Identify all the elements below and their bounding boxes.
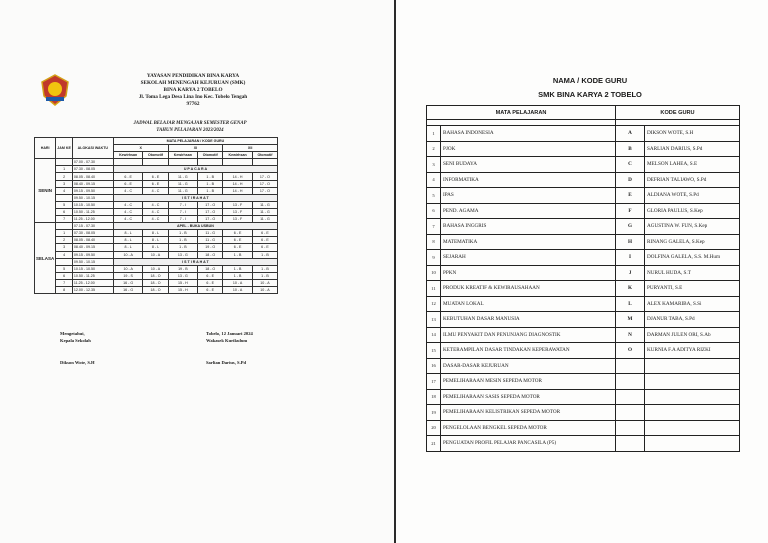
row-number: 3 [427, 157, 441, 173]
teacher-cell [645, 374, 740, 390]
subject-cell: IPAS [441, 188, 616, 204]
subject-cell: PRODUK KREATIF & KEWIRAUSAHAAN [441, 281, 616, 297]
subject-cell: PJOK [441, 141, 616, 157]
title-line: NAMA / KODE GURU [552, 76, 628, 85]
subject-cell: BAHASA INDONESIA [441, 126, 616, 142]
schedule-body [35, 159, 278, 294]
table-row [35, 166, 278, 173]
table-row [35, 230, 278, 237]
schedule-cell [252, 159, 277, 166]
table-row [35, 237, 278, 244]
schedule-cell: 8 - L [113, 237, 143, 244]
code-cell: L [616, 296, 645, 312]
code-cell: M [616, 312, 645, 328]
code-cell: K [616, 281, 645, 297]
row-number: 16 [427, 358, 441, 374]
code-cell: C [616, 157, 645, 173]
teacher-cell: KURNIA F.A ADITYA RIZKI [645, 343, 740, 359]
jam-cell: 6 [56, 272, 73, 279]
table-row [427, 157, 740, 173]
schedule-cell: 4 - C [113, 208, 143, 215]
table-row [35, 223, 278, 230]
signature-left [60, 331, 95, 367]
row-number: 15 [427, 343, 441, 359]
sub-col: Kewirhsan [113, 152, 143, 159]
jam-cell: 1 [56, 230, 73, 237]
schedule-cell [198, 159, 223, 166]
teacher-cell: SARLIAN DARIUS, S.Pd [645, 141, 740, 157]
table-row [427, 219, 740, 235]
schedule-cell: 14 - H [223, 180, 253, 187]
teacher-cell: DIKSON WOTE, S.H [645, 126, 740, 142]
sub-col: Otomotif [198, 152, 223, 159]
teacher-cell: DOLFINA GALELA, S.S. M.Hum [645, 250, 740, 266]
time-cell: 10.50 - 11.25 [72, 272, 113, 279]
table-row [427, 265, 740, 281]
subject-cell: PENGELOLAAN BENGKEL SEPEDA MOTOR [441, 420, 616, 436]
table-row [427, 250, 740, 266]
teacher-cell: DEFRIAN TALIAWO, S.Pd [645, 172, 740, 188]
code-cell: F [616, 203, 645, 219]
schedule-cell: 10 - A [223, 286, 253, 293]
jam-cell: 6 [56, 208, 73, 215]
time-cell: 07.00 - 07.30 [72, 159, 113, 166]
schedule-cell: 6 - E [252, 244, 277, 251]
col-code: KODE GURU [616, 106, 740, 120]
schedule-cell: 8 - L [143, 244, 168, 251]
row-number: 11 [427, 281, 441, 297]
jam-cell: 8 [56, 286, 73, 293]
jam-cell: 5 [56, 201, 73, 208]
code-cell: G [616, 219, 645, 235]
code-cell [616, 389, 645, 405]
schedule-cell: 15 - H [168, 279, 198, 286]
subject-cell: KEBUTUHAN DASAR MANUSIA [441, 312, 616, 328]
subject-cell: DASAR-DASAR KEJURUAN [441, 358, 616, 374]
col-mapel: MATA PELAJARAN / KODE GURU [113, 138, 277, 145]
code-cell: N [616, 327, 645, 343]
table-row [35, 216, 278, 223]
table-row [35, 244, 278, 251]
subject-cell: PEMELIHARAAN KELISTRIKAN SEPEDA MOTOR [441, 405, 616, 421]
jam-cell: 4 [56, 251, 73, 258]
schedule-cell: 8 - L [143, 230, 168, 237]
col-jam: JAM KE [56, 138, 73, 159]
schedule-cell: 1 - B [223, 272, 253, 279]
subject-cell: MUATAN LOKAL [441, 296, 616, 312]
schedule-cell: 10 - A [223, 279, 253, 286]
teacher-cell: GLORIA PAULUS, S.Kep [645, 203, 740, 219]
schedule-cell [223, 159, 253, 166]
table-row [35, 272, 278, 279]
schedule-cell: 13 - G [168, 251, 198, 258]
schedule-cell: 1 - B [252, 251, 277, 258]
teacher-cell: ALDIANA WOTE, S.Pd [645, 188, 740, 204]
schedule-cell: 19 - O [198, 244, 223, 251]
time-cell: 11.25 - 12.00 [72, 216, 113, 223]
table-row [427, 126, 740, 142]
sign-line: Wakasek Kurikulum [206, 337, 248, 343]
sub-col: Kewirhsan [168, 152, 198, 159]
schedule-cell: 16 - G [113, 286, 143, 293]
jam-cell: 4 [56, 187, 73, 194]
code-cell [616, 358, 645, 374]
table-row [427, 203, 740, 219]
schedule-cell: 1 - B [168, 237, 198, 244]
code-cell: E [616, 188, 645, 204]
header-line: SEKOLAH MENENGAH KEJURUAN (SMK) [140, 80, 246, 86]
time-cell: 09.15 - 09.50 [72, 251, 113, 258]
jam-cell: 7 [56, 216, 73, 223]
schedule-cell: 7 - I [168, 201, 198, 208]
subject-cell: SEJARAH [441, 250, 616, 266]
special-cell: I S T I R A H A T [113, 258, 277, 265]
teacher-cell: MELSON LAHEA, S.E [645, 157, 740, 173]
class-xii: XII [223, 145, 278, 152]
table-row [35, 265, 278, 272]
schedule-cell: 6 - E [143, 173, 168, 180]
header-line: BINA KARYA 2 TOBELO [163, 87, 223, 93]
header-line: Jl. Toma Lega Desa Lina Ino Kec. Tobelo Tengah [138, 94, 248, 100]
school-logo-icon [40, 74, 70, 106]
schedule-cell: 13 - F [223, 208, 253, 215]
table-row [427, 234, 740, 250]
time-cell: 10.15 - 10.50 [72, 201, 113, 208]
schedule-cell [143, 159, 168, 166]
table-row [35, 180, 278, 187]
schedule-cell: 10 - A [113, 251, 143, 258]
teacher-cell [645, 358, 740, 374]
schedule-cell [168, 159, 198, 166]
schedule-cell: 11 - G [198, 237, 223, 244]
schedule-cell: 8 - L [113, 244, 143, 251]
schedule-cell: 6 - E [143, 180, 168, 187]
sign-name: Sarlian Darius, S.Pd [206, 360, 247, 365]
schedule-cell: 17 - O [198, 208, 223, 215]
schedule-cell: 16 - G [113, 279, 143, 286]
table-row [35, 159, 278, 166]
code-cell: H [616, 234, 645, 250]
table-row [427, 141, 740, 157]
row-number: 18 [427, 389, 441, 405]
code-cell: O [616, 343, 645, 359]
row-number: 9 [427, 250, 441, 266]
day-label: SENIN [35, 159, 56, 223]
subtitle-line: TAHUN PELAJARAN 2023/2024 [156, 127, 224, 133]
row-number: 10 [427, 265, 441, 281]
schedule-cell: 13 - F [223, 216, 253, 223]
schedule-cell: 18 - O [198, 251, 223, 258]
teacher-title [440, 74, 740, 102]
table-row [427, 327, 740, 343]
table-row [427, 312, 740, 328]
sub-col: Otomotif [143, 152, 168, 159]
schedule-cell: 17 - O [198, 216, 223, 223]
schedule-cell: 11 - G [252, 208, 277, 215]
schedule-cell: 1 - B [198, 173, 223, 180]
schedule-cell: 15 - H [168, 286, 198, 293]
subject-cell: PENGUATAN PROFIL PELAJAR PANCASILA (P5) [441, 436, 616, 452]
subject-cell: MATEMATIKA [441, 234, 616, 250]
jam-cell [56, 223, 73, 230]
table-row [35, 279, 278, 286]
schedule-cell: 8 - L [113, 230, 143, 237]
schedule-title [60, 121, 320, 134]
sign-name: Dikson Wote, S.H [60, 360, 95, 365]
teacher-cell: AGUSTINA W. FUN, S.Kep [645, 219, 740, 235]
table-row [35, 187, 278, 194]
row-number: 13 [427, 312, 441, 328]
schedule-table [34, 137, 278, 294]
jam-cell: 3 [56, 180, 73, 187]
schedule-cell: 14 - H [223, 187, 253, 194]
teacher-cell: DJANUR TABA, S.Pd [645, 312, 740, 328]
code-cell [616, 405, 645, 421]
subject-cell: PPKN [441, 265, 616, 281]
schedule-cell: 4 - C [143, 216, 168, 223]
schedule-cell: 1 - B [168, 230, 198, 237]
teacher-cell: RINANG GALELA, S.Kep [645, 234, 740, 250]
teacher-cell: PURYANTI, S.E [645, 281, 740, 297]
special-cell: U P A C A R A [113, 166, 277, 173]
subtitle-line: JADWAL BELAJAR MENGAJAR SEMESTER GENAP [133, 121, 247, 126]
time-cell: 09.50 - 10.15 [72, 194, 113, 201]
row-number: 2 [427, 141, 441, 157]
class-x: X [113, 145, 168, 152]
schedule-cell: 18 - O [143, 272, 168, 279]
schedule-cell: 6 - E [223, 237, 253, 244]
row-number: 21 [427, 436, 441, 452]
col-alokasi: ALOKASI WAKTU [72, 138, 113, 159]
school-header [78, 73, 308, 108]
schedule-cell: 17 - O [198, 201, 223, 208]
row-number: 17 [427, 374, 441, 390]
row-number: 6 [427, 203, 441, 219]
schedule-cell: 10 - A [252, 286, 277, 293]
schedule-cell: 18 - O [198, 265, 223, 272]
jam-cell [56, 194, 73, 201]
schedule-cell: 4 - C [113, 201, 143, 208]
teacher-cell: NURUL HUDA, S.T [645, 265, 740, 281]
table-row [35, 201, 278, 208]
schedule-cell: 1 - B [198, 187, 223, 194]
jam-cell: 2 [56, 173, 73, 180]
schedule-cell: 1 - B [252, 265, 277, 272]
time-cell: 07.15 - 07.30 [72, 223, 113, 230]
schedule-cell: 6 - E [198, 286, 223, 293]
code-cell [616, 374, 645, 390]
time-cell: 07.30 - 08.05 [72, 230, 113, 237]
row-number: 20 [427, 420, 441, 436]
code-cell: B [616, 141, 645, 157]
table-row [35, 208, 278, 215]
time-cell: 07.30 - 08.05 [72, 166, 113, 173]
table-row [427, 358, 740, 374]
schedule-cell: 11 - G [252, 201, 277, 208]
teacher-cell: DARMAN JULEN ORI, S.Ab [645, 327, 740, 343]
schedule-cell: 6 - E [198, 272, 223, 279]
table-row [427, 420, 740, 436]
time-cell: 12.00 - 12.35 [72, 286, 113, 293]
time-cell: 08.05 - 08.40 [72, 173, 113, 180]
header-line: YAYASAN PENDIDIKAN BINA KARYA [146, 73, 240, 79]
table-row [427, 405, 740, 421]
schedule-cell: 1 - B [168, 244, 198, 251]
schedule-cell: 4 - C [113, 216, 143, 223]
time-cell: 09.50 - 10.15 [72, 258, 113, 265]
table-row [427, 343, 740, 359]
schedule-cell: 10 - A [252, 279, 277, 286]
table-row [427, 436, 740, 452]
schedule-cell: 19 - S [113, 272, 143, 279]
schedule-cell: 11 - G [168, 187, 198, 194]
col-subject: MATA PELAJARAN [427, 106, 616, 120]
schedule-cell: 19 - B [168, 265, 198, 272]
table-row [35, 286, 278, 293]
schedule-cell: 17 - O [252, 180, 277, 187]
time-cell: 08.40 - 09.15 [72, 244, 113, 251]
schedule-cell: 1 - B [198, 180, 223, 187]
signature-right [206, 331, 253, 367]
code-cell: J [616, 265, 645, 281]
schedule-cell: 6 - E [113, 173, 143, 180]
schedule-cell: 11 - G [198, 230, 223, 237]
time-cell: 09.15 - 09.50 [72, 187, 113, 194]
subject-cell: ILMU PENYAKIT DAN PENUNJANG DIAGNOSTIK [441, 327, 616, 343]
teacher-code-table [426, 105, 740, 452]
code-cell [616, 420, 645, 436]
subject-cell: BAHASA INGGRIS [441, 219, 616, 235]
class-xi: XI [168, 145, 223, 152]
jam-cell: 7 [56, 279, 73, 286]
title-line: SMK BINA KARYA 2 TOBELO [538, 90, 642, 99]
schedule-cell: 6 - E [223, 230, 253, 237]
row-number: 4 [427, 172, 441, 188]
schedule-cell: 11 - G [168, 180, 198, 187]
row-number: 7 [427, 219, 441, 235]
subject-cell: PEMELIHARAAN MESIN SEPEDA MOTOR [441, 374, 616, 390]
schedule-cell: 7 - I [168, 216, 198, 223]
time-cell: 11.25 - 12.00 [72, 279, 113, 286]
teacher-cell [645, 436, 740, 452]
schedule-cell: 10 - A [143, 251, 168, 258]
sub-col: Otomotif [252, 152, 277, 159]
schedule-cell: 10 - A [143, 265, 168, 272]
time-cell: 10.50 - 11.25 [72, 208, 113, 215]
header-line: 97762 [186, 101, 200, 107]
code-cell: D [616, 172, 645, 188]
schedule-cell: 1 - B [223, 251, 253, 258]
schedule-cell: 11 - G [168, 173, 198, 180]
subject-cell: INFORMATIKA [441, 172, 616, 188]
sign-line: Tobelo, 12 Januari 2024 [206, 331, 253, 336]
schedule-cell: 14 - H [223, 173, 253, 180]
schedule-cell: 13 - F [223, 201, 253, 208]
code-cell: I [616, 250, 645, 266]
subject-cell: KETERAMPILAN DASAR TINDAKAN KEPERAWATAN [441, 343, 616, 359]
subject-cell: PEND. AGAMA [441, 203, 616, 219]
teacher-cell [645, 389, 740, 405]
jam-cell [56, 159, 73, 166]
schedule-cell: 6 - E [223, 244, 253, 251]
schedule-cell: 7 - I [168, 208, 198, 215]
row-number: 19 [427, 405, 441, 421]
row-number: 8 [427, 234, 441, 250]
row-number: 12 [427, 296, 441, 312]
schedule-cell [113, 159, 143, 166]
col-hari: HARI [35, 138, 56, 159]
code-cell [616, 436, 645, 452]
special-cell: I S T I R A H A T [113, 194, 277, 201]
subject-cell: SENI BUDAYA [441, 157, 616, 173]
schedule-cell: 17 - O [252, 173, 277, 180]
table-row [427, 296, 740, 312]
schedule-cell: 13 - G [168, 272, 198, 279]
sign-line: Mengetahui, [60, 331, 85, 336]
schedule-cell: 6 - E [198, 279, 223, 286]
day-label: SELASA [35, 223, 56, 294]
teacher-cell [645, 405, 740, 421]
subject-cell: PEMELIHARAAN SASIS SEPEDA MOTOR [441, 389, 616, 405]
schedule-cell: 11 - G [252, 216, 277, 223]
table-row [427, 281, 740, 297]
schedule-cell: 4 - C [143, 187, 168, 194]
table-row [35, 251, 278, 258]
table-row [427, 188, 740, 204]
special-cell: APEL - BUKA USBUN [113, 223, 277, 230]
jam-cell [56, 258, 73, 265]
jam-cell: 1 [56, 166, 73, 173]
table-row [427, 172, 740, 188]
time-cell: 08.40 - 09.15 [72, 180, 113, 187]
schedule-cell: 18 - O [143, 286, 168, 293]
sub-col: Kewirhsan [223, 152, 253, 159]
table-row [35, 194, 278, 201]
sign-line: Kepala Sekolah [60, 337, 91, 343]
code-cell: A [616, 126, 645, 142]
schedule-cell: 6 - E [252, 237, 277, 244]
schedule-cell: 4 - C [143, 201, 168, 208]
schedule-cell: 4 - C [143, 208, 168, 215]
teacher-code-body [427, 126, 740, 452]
table-row [427, 389, 740, 405]
schedule-cell: 1 - B [252, 272, 277, 279]
jam-cell: 3 [56, 244, 73, 251]
time-cell: 10.15 - 10.50 [72, 265, 113, 272]
schedule-cell: 6 - E [113, 180, 143, 187]
jam-cell: 2 [56, 237, 73, 244]
row-number: 1 [427, 126, 441, 142]
teacher-cell [645, 420, 740, 436]
schedule-cell: 1 - B [223, 265, 253, 272]
table-row [35, 173, 278, 180]
schedule-cell: 10 - A [113, 265, 143, 272]
jam-cell: 5 [56, 265, 73, 272]
schedule-cell: 8 - L [143, 237, 168, 244]
schedule-cell: 6 - E [252, 230, 277, 237]
row-number: 14 [427, 327, 441, 343]
teacher-cell: ALEX KAMARIBA, S.Si [645, 296, 740, 312]
time-cell: 08.05 - 08.40 [72, 237, 113, 244]
table-row [427, 374, 740, 390]
row-number: 5 [427, 188, 441, 204]
schedule-cell: 4 - C [113, 187, 143, 194]
schedule-cell: 17 - O [252, 187, 277, 194]
schedule-cell: 18 - O [143, 279, 168, 286]
table-row [35, 258, 278, 265]
